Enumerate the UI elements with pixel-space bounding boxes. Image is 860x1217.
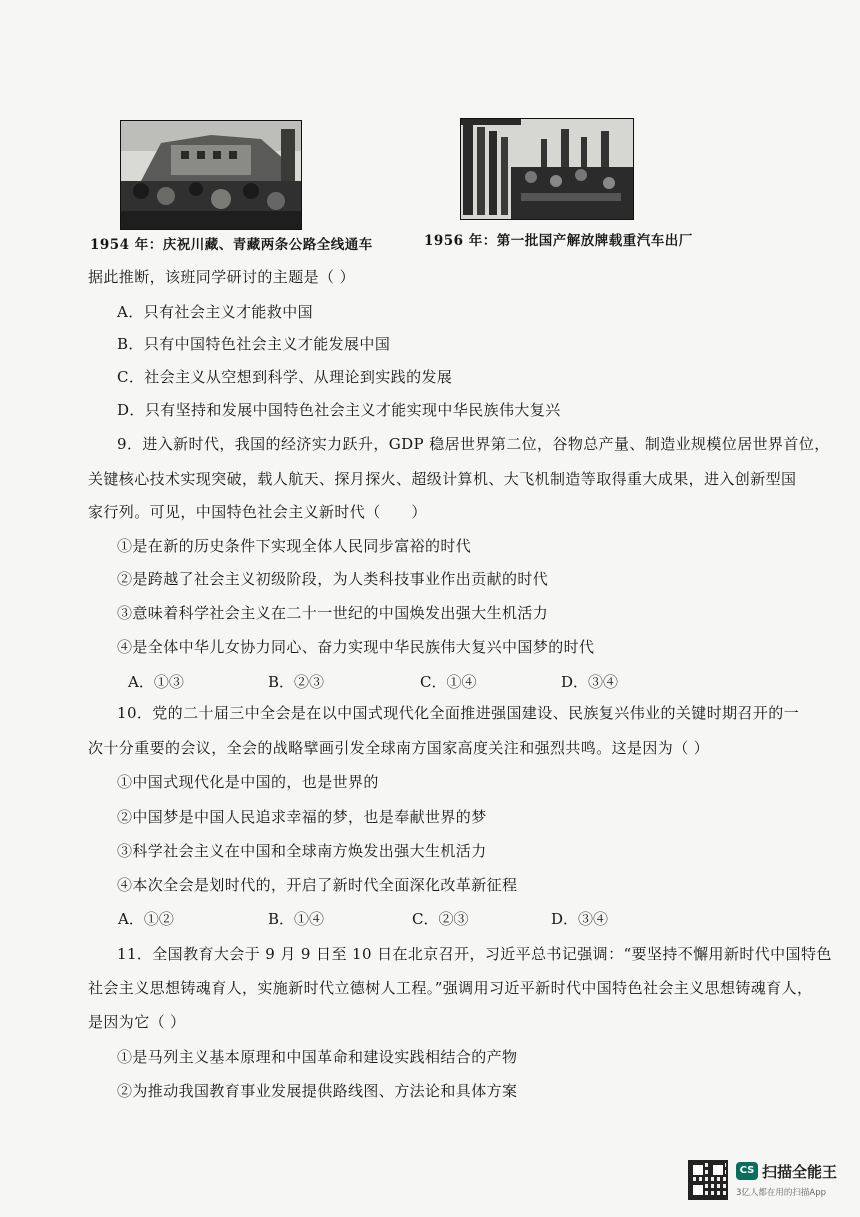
q9-statement-2: ②是跨越了社会主义初级阶段，为人类科技事业作出贡献的时代 [117, 570, 549, 588]
q9-stem-line3: 家行列。可见，中国特色社会主义新时代（ ） [88, 503, 427, 521]
q9-option-b: B．②③ [268, 673, 325, 691]
q9-statement-1: ①是在新的历史条件下实现全体人民同步富裕的时代 [117, 537, 472, 555]
qr-code-icon [688, 1160, 728, 1200]
q11-statement-2: ②为推动我国教育事业发展提供路线图、方法论和具体方案 [117, 1082, 518, 1100]
q10-option-d: D．③④ [551, 910, 609, 928]
q9-statement-3: ③意味着科学社会主义在二十一世纪的中国焕发出强大生机活力 [117, 604, 549, 622]
photo-highway-celebration [120, 120, 302, 230]
q9-option-c: C．①④ [420, 673, 477, 691]
q8-stem: 据此推断，该班同学研讨的主题是（ ） [88, 268, 355, 286]
q11-stem-line2: 社会主义思想铸魂育人，实施新时代立德树人工程。”强调用习近平新时代中国特色社会主义思想铸魂育人， [88, 979, 813, 997]
q9-stem-line1: 9．进入新时代，我国的经济实力跃升，GDP 稳居世界第二位，谷物总产量、制造业规模位居世界首位， [117, 435, 830, 453]
caption-1956: 1956 年：第一批国产解放牌载重汽车出厂 [424, 233, 693, 249]
q8-option-b: B．只有中国特色社会主义才能发展中国 [117, 335, 391, 353]
caption-1954: 1954 年：庆祝川藏、青藏两条公路全线通车 [90, 237, 373, 253]
q10-stem-line2: 次十分重要的会议，全会的战略擘画引发全球南方国家高度关注和强烈共鸣。这是因为（ ） [88, 739, 710, 757]
camscanner-name: 扫描全能王 [762, 1163, 838, 1181]
photo-truck-factory [460, 118, 634, 220]
q9-option-a: A．①③ [128, 673, 184, 691]
q9-statement-4: ④是全体中华儿女协力同心、奋力实现中华民族伟大复兴中国梦的时代 [117, 638, 595, 656]
camscanner-tagline: 3亿人都在用的扫描App [736, 1188, 827, 1198]
q10-statement-3: ③科学社会主义在中国和全球南方焕发出强大生机活力 [117, 842, 487, 860]
photo-highway-celebration-image [121, 121, 301, 229]
q10-stem-line1: 10．党的二十届三中全会是在以中国式现代化全面推进强国建设、民族复兴伟业的关键时期召开的一 [117, 704, 800, 722]
q10-option-c: C．②③ [412, 910, 469, 928]
q11-stem-line3: 是因为它（ ） [88, 1013, 186, 1031]
q11-stem-line1: 11．全国教育大会于 9 月 9 日至 10 日在北京召开，习近平总书记强调：“要坚持不懈用新时代中国特色 [117, 945, 832, 963]
q10-option-a: A．①② [118, 910, 174, 928]
q10-statement-1: ①中国式现代化是中国的，也是世界的 [117, 773, 379, 791]
q11-statement-1: ①是马列主义基本原理和中国革命和建设实践相结合的产物 [117, 1048, 518, 1066]
camscanner-logo-icon: CS [736, 1162, 758, 1180]
q8-option-c: C．社会主义从空想到科学、从理论到实践的发展 [117, 368, 453, 386]
scanner-watermark [688, 1160, 838, 1204]
q10-statement-4: ④本次全会是划时代的，开启了新时代全面深化改革新征程 [117, 876, 518, 894]
photo-truck-factory-image [461, 119, 633, 219]
q10-option-b: B．①④ [268, 910, 325, 928]
q9-option-d: D．③④ [561, 673, 619, 691]
q8-option-a: A．只有社会主义才能救中国 [117, 303, 314, 321]
q9-stem-line2: 关键核心技术实现突破，载人航天、探月探火、超级计算机、大飞机制造等取得重大成果，进入创新型国 [88, 470, 797, 488]
q10-statement-2: ②中国梦是中国人民追求幸福的梦，也是奉献世界的梦 [117, 808, 487, 826]
q8-option-d: D．只有坚持和发展中国特色社会主义才能实现中华民族伟大复兴 [117, 401, 561, 419]
